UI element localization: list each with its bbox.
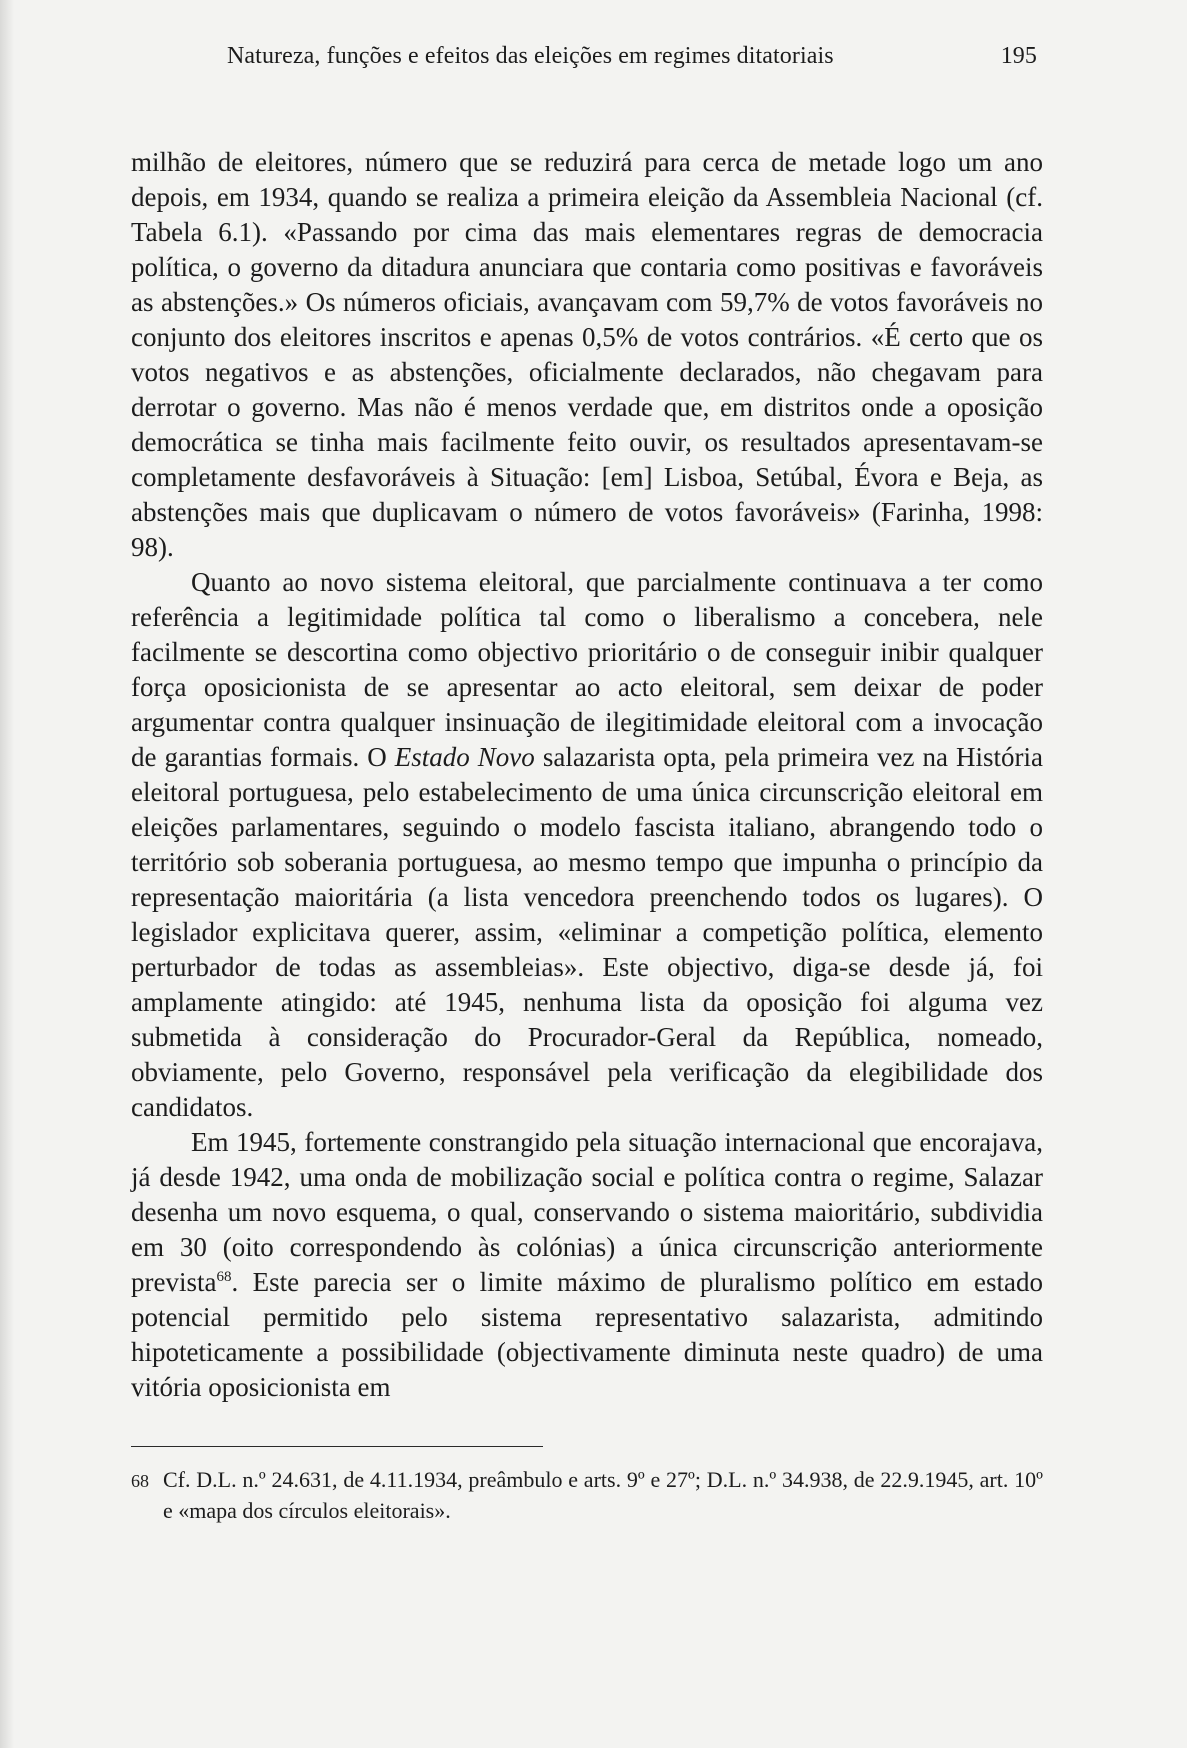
page-number: 195 — [1000, 43, 1037, 69]
italic-term-estado-novo: Estado Novo — [394, 742, 535, 772]
footnote-number: 68 — [131, 1471, 149, 1491]
footnote-separator — [131, 1446, 543, 1447]
paragraph-3-text-end: . Este parecia ser o limite máximo de pluralismo político em estado potencial permitido pelo sistema representativo salazarista, admitindo hipoteticamente a possibilidade (objectivamente diminuta neste quadro) de uma vitória oposicionista em — [131, 1267, 1043, 1402]
paragraph-3 — [131, 1125, 1043, 1405]
paragraph-1 — [131, 145, 1043, 565]
paragraph-2-text-start: Quanto ao novo sistema eleitoral, que parcialmente continuava a ter como referência a legitimidade política tal como o liberalismo a concebera, nele facilmente se descortina como objectivo prioritário o de conseguir inibir qualquer força oposicionista de se apresentar ao acto eleitoral, sem deixar de poder argumentar contra qualquer insinuação de ilegitimidade eleitoral com a invocação de garantias formais. O — [131, 567, 1043, 772]
footnote-text: Cf. D.L. n.º 24.631, de 4.11.1934, preâmbulo e arts. 9º e 27º; D.L. n.º 34.938, de 22.9.1945, art. 10º e «mapa dos círculos eleitorais». — [163, 1467, 1043, 1523]
running-head — [227, 40, 1037, 72]
paragraph-2 — [131, 565, 1043, 1125]
body-text — [131, 145, 1043, 1405]
paragraph-2-text-end: salazarista opta, pela primeira vez na História eleitoral portuguesa, pelo estabelecimento de uma única circunscrição eleitoral em eleições parlamentares, seguindo o modelo fascista italiano, abrangendo todo o território sob soberania portuguesa, ao mesmo tempo que impunha o princípio da representação maioritária (a lista vencedora preenchendo todos os lugares). O legislador explicitava querer, assim, «eliminar a competição política, elemento perturbador de todas as assembleias». Este objectivo, diga-se desde já, foi amplamente atingido: até 1945, nenhuma lista da oposição foi alguma vez submetida à consideração do Procurador-Geral da República, nomeado, obviamente, pelo Governo, responsável pela verificação da elegibilidade dos candidatos. — [131, 742, 1043, 1122]
book-page — [131, 40, 1043, 1526]
footnote-reference[interactable]: 68 — [216, 1269, 232, 1285]
paragraph-1-text: milhão de eleitores, número que se reduzirá para cerca de metade logo um ano depois, em 1934, quando se realiza a primeira eleição da Assembleia Nacional (cf. Tabela 6.1). «Passando por cima das mais elementares regras de democracia política, o governo da ditadura anunciara que contaria como positivas e favoráveis as abstenções.» Os números oficiais, avançavam com 59,7% de votos favoráveis no conjunto dos eleitores inscritos e apenas 0,5% de votos contrários. «É certo que os votos negativos e as abstenções, oficialmente declarados, não chegavam para derrotar o governo. Mas não é menos verdade que, em distritos onde a oposição democrática se tinha mais facilmente feito ouvir, os resultados apresentavam-se completamente desfavoráveis à Situação: [em] Lisboa, Setúbal, Évora e Beja, as abstenções mais que duplicavam o número de votos favoráveis» (Farinha, 1998: 98). — [131, 147, 1043, 562]
running-title: Natureza, funções e efeitos das eleições em regimes ditatoriais — [227, 43, 834, 69]
paragraph-3-text-start: Em 1945, fortemente constrangido pela situação internacional que encorajava, já desde 1942, uma onda de mobilização social e política contra o regime, Salazar desenha um novo esquema, o qual, conservando o sistema maioritário, subdividia em 30 (oito correspondendo às colónias) a única circunscrição anteriormente prevista — [131, 1127, 1043, 1297]
footnote — [131, 1465, 1043, 1526]
scan-edge-shadow — [0, 0, 14, 1748]
